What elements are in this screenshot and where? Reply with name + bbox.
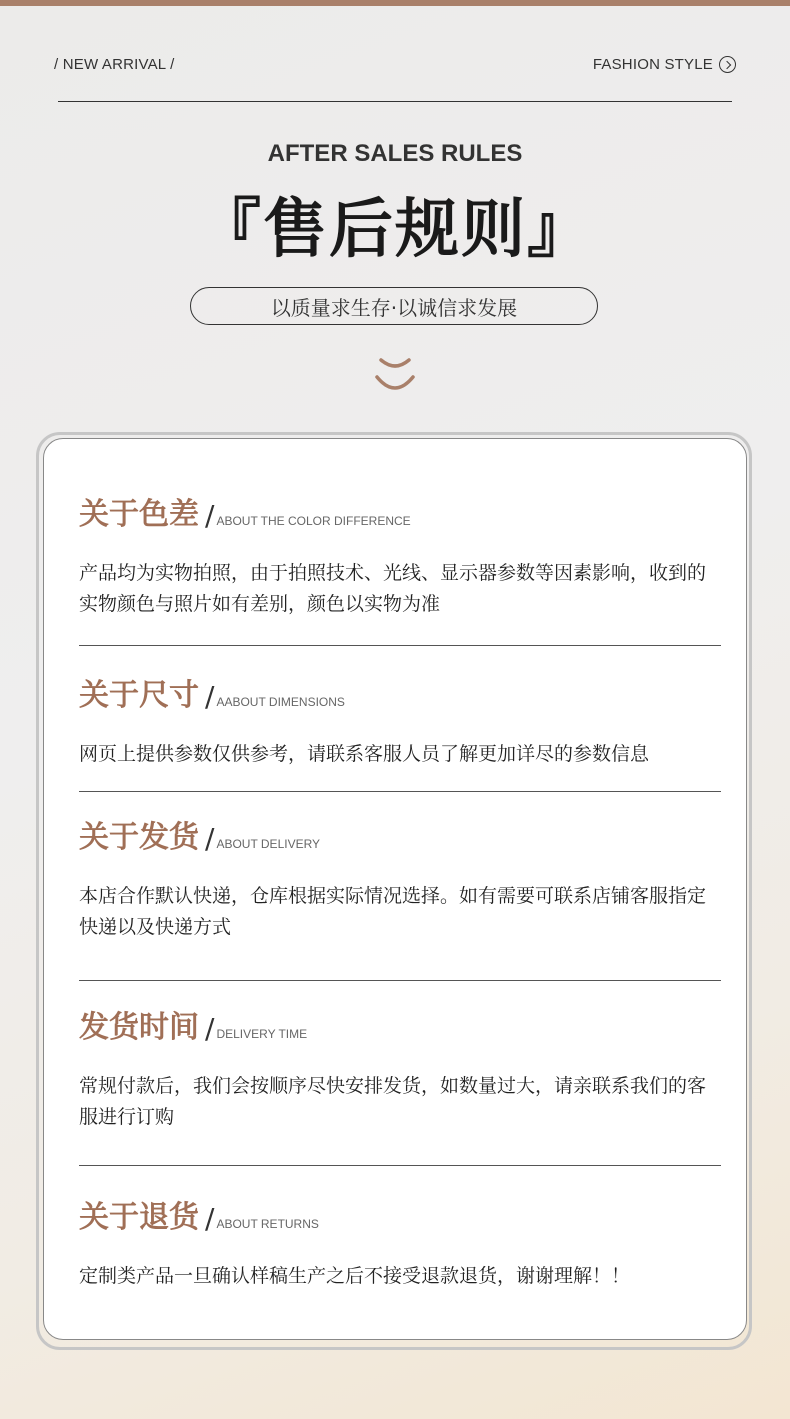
section-slash: / (205, 1202, 215, 1235)
page-title: 『售后规则』 (197, 193, 593, 267)
section-body: 常规付款后，我们会按顺序尽快安排发货，如数量过大，请亲联系我们的客服进行订购 (79, 1075, 707, 1128)
section-body: 产品均为实物拍照，由于拍照技术、光线、显示器参数等因素影响，收到的实物颜色与照片如有差别，颜色以实物为准 (79, 562, 707, 615)
section-color-difference (79, 497, 721, 620)
section-subtitle-en: AABOUT DIMENSIONS (216, 695, 345, 709)
section-slash: / (205, 680, 215, 713)
section-divider (79, 645, 721, 646)
fashion-style-label: FASHION STYLE (592, 56, 713, 73)
header-divider (58, 101, 732, 102)
section-returns (79, 1200, 721, 1292)
section-delivery-time (79, 1010, 721, 1133)
section-divider (79, 1165, 721, 1166)
section-title: 关于尺寸 (79, 678, 199, 713)
section-subtitle-en: ABOUT THE COLOR DIFFERENCE (216, 514, 411, 528)
new-arrival-label: / NEW ARRIVAL / (54, 56, 175, 73)
section-title: 关于发货 (79, 820, 199, 855)
section-divider (79, 791, 721, 792)
section-body: 网页上提供参数仅供参考，请联系客服人员了解更加详尽的参数信息 (79, 743, 650, 765)
tagline-text: 以质量求生存·以诚信求发展 (270, 295, 518, 320)
section-divider (79, 980, 721, 981)
section-title: 关于退货 (79, 1200, 199, 1235)
section-subtitle-en: DELIVERY TIME (216, 1027, 308, 1041)
top-accent-bar (0, 0, 790, 6)
fashion-style-link[interactable] (593, 56, 736, 73)
section-subtitle-en: ABOUT DELIVERY (216, 837, 321, 851)
page-subtitle-en: AFTER SALES RULES (267, 140, 523, 167)
section-dimensions (79, 678, 721, 770)
section-title: 关于色差 (79, 497, 199, 532)
section-subtitle-en: ABOUT RETURNS (216, 1217, 319, 1231)
section-slash: / (205, 499, 215, 532)
tagline-pill (190, 287, 598, 325)
scroll-down-icon (373, 355, 417, 397)
section-body: 定制类产品一旦确认样稿生产之后不接受退款退货，谢谢理解！！ (79, 1265, 631, 1287)
section-slash: / (205, 822, 215, 855)
section-title: 发货时间 (79, 1010, 199, 1045)
section-slash: / (205, 1012, 215, 1045)
section-body: 本店合作默认快递，仓库根据实际情况选择。如有需要可联系店铺客服指定快递以及快递方式 (79, 885, 707, 938)
circle-arrow-right-icon (719, 56, 736, 73)
section-delivery (79, 820, 721, 943)
